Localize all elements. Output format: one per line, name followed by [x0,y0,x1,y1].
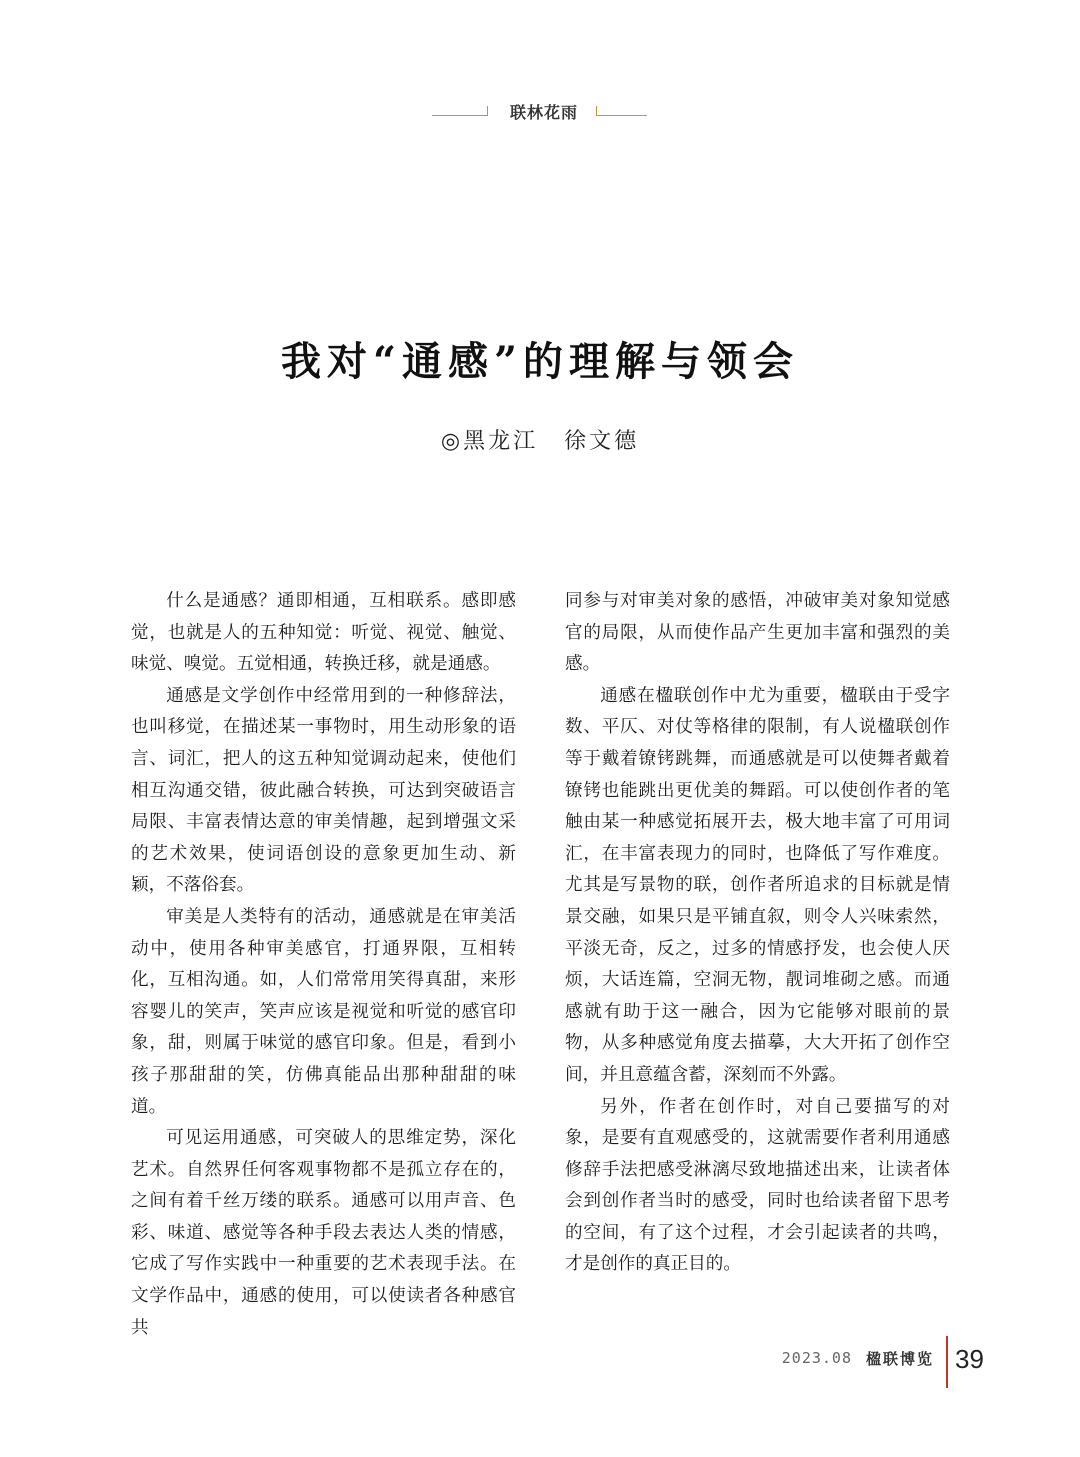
paragraph: 什么是通感？通即相通，互相联系。感即感觉，也就是人的五种知觉：听觉、视觉、触觉、味觉、嗅觉。五觉相通，转换迁移，就是通感。 [131,591,516,675]
footer-divider [946,1336,948,1388]
paragraph: 另外，作者在创作时，对自己要描写的对象，是要有直观感受的，这就需要作者利用通感修辞手法把感受淋漓尽致地描述出来，让读者体会到创作者当时的感受，同时也给读者留下思考的空间，有了这个过程，才会引起读者的共鸣，才是创作的真正目的。 [565,1096,950,1275]
byline-region: ◎黑龙江 [440,429,539,454]
byline [0,424,1080,455]
header-rule-left [432,115,484,116]
byline-author: 徐文德 [564,429,640,454]
paragraph: 可见运用通感，可突破人的思维定势，深化艺术。自然界任何客观事物都不是孤立存在的，之间有着千丝万缕的联系。通感可以用声音、色彩、味道、感觉等各种手段去表达人类的情感，它成了写作实践中一种重要的艺术表现手法。在文学作品中，通感的使用，可以使读者各种感官共 [131,1128,516,1338]
issue-date: 2023.08 [781,1349,852,1367]
header-ornament-left-icon [478,106,488,116]
right-column [565,586,950,1281]
paragraph: 通感在楹联创作中尤为重要，楹联由于受字数、平仄、对仗等格律的限制，有人说楹联创作等于戴着镣铐跳舞，而通感就是可以使舞者戴着镣铐也能跳出更优美的舞蹈。可以使创作者的笔触由某一种感觉拓展开去，极大地丰富了可用词汇，在丰富表现力的同时，也降低了写作难度。尤其是写景物的联，创作者所追求的目标就是情景交融，如果只是平铺直叙，则令人兴味索然，平淡无奇，反之，过多的情感抒发，也会使人厌烦，大话连篇，空洞无物，靓词堆砌之感。而通感就有助于这一融合，因为它能够对眼前的景物，从多种感觉角度去描摹，大大开拓了创作空间，并且意蕴含蓄，深刻而不外露。 [565,685,950,1085]
header-rule-right [603,115,647,116]
section-label: 联林花雨 [509,103,578,122]
article-title: 我对“通感”的理解与领会 [280,338,799,385]
paragraph: 审美是人类特有的活动，通感就是在审美活动中，使用各种审美感官，打通界限，互相转化，互相沟通。如，人们常常用笑得真甜，来形容婴儿的笑声，笑声应该是视觉和听觉的感官印象，甜，则属于味觉的感官印象。但是，看到小孩子那甜甜的笑，仿佛真能品出那种甜甜的味道。 [131,906,516,1117]
page-number: 39 [955,1344,984,1374]
left-column [131,586,516,1344]
section-header [0,98,1080,128]
magazine-name: 楹联博览 [866,1350,935,1368]
paragraph: 通感是文学创作中经常用到的一种修辞法，也叫移觉，在描述某一事物时，用生动形象的语言、词汇，把人的这五种知觉调动起来，使他们相互沟通交错，彼此融合转换，可达到突破语言局限、丰富表情达意的审美情趣，起到增强文采的艺术效果，使词语创设的意象更加生动、新颖，不落俗套。 [131,685,516,896]
paragraph-continuation: 同参与对审美对象的感悟，冲破审美对象知觉感官的局限，从而使作品产生更加丰富和强烈的美感。 [565,591,950,675]
